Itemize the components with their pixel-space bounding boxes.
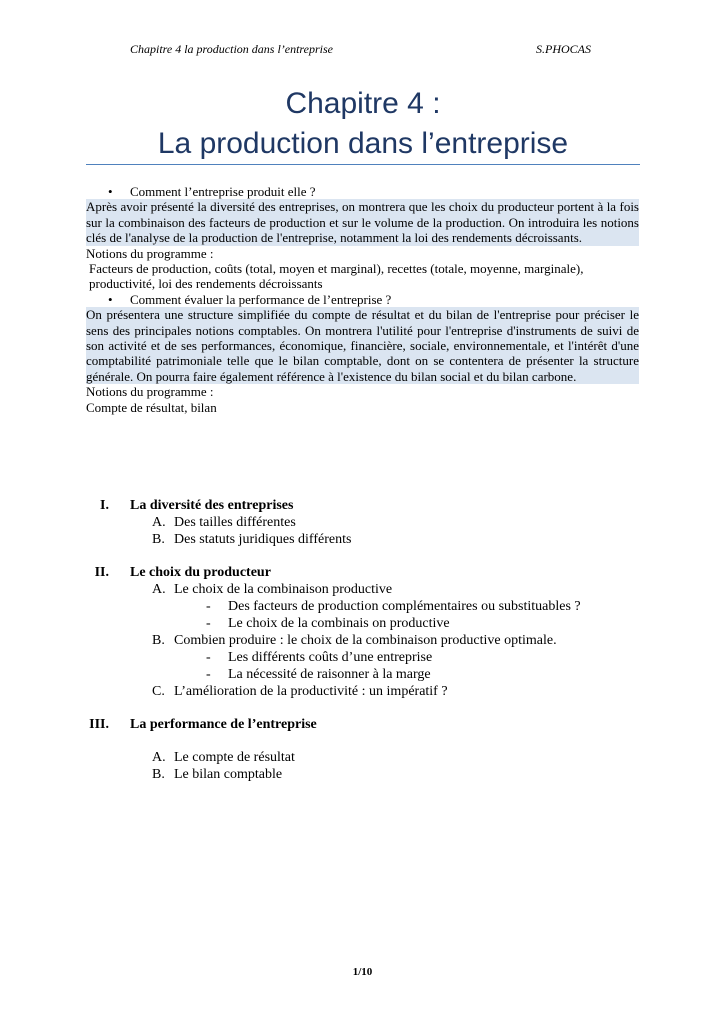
chapter-title bbox=[86, 84, 640, 164]
section-heading: III. La performance de l’entreprise bbox=[89, 717, 317, 732]
outline-item: B. Combien produire : le choix de la combinaison productive optimale. bbox=[152, 633, 557, 648]
section-heading: I. La diversité des entreprises bbox=[100, 498, 294, 513]
outline-item: A. Le choix de la combinaison productive bbox=[152, 582, 393, 597]
question-1 bbox=[86, 184, 639, 199]
outline-subitem: - Des facteurs de production complémentaires ou substituables ? bbox=[206, 599, 581, 614]
notions-list-1: Facteurs de production, coûts (total, moyen et marginal), recettes (totale, moyenne, marginale), productivité, loi des rendements décroissants bbox=[89, 261, 584, 292]
running-header-title: Chapitre 4 la production dans l’entreprise bbox=[130, 42, 333, 56]
question-2-text: On présentera une structure simplifiée du compte de résultat et du bilan de l'entreprise pour préciser le sens des principales notions comptables. On montrera l'utilité pour l'entreprise d'instruments de suivi de son activité et de ses performances, économique, financière, sociale, environnementale, et l'intérêt d'une comptabilité patrimoniale telle que le bilan comptable, dont on se contentera de présenter la structure générale. On pourra faire également référence à l'existence du bilan social et du bilan carbone. bbox=[86, 307, 639, 384]
question-1-text: Après avoir présenté la diversité des entreprises, on montrera que les choix du producteur portent à la fois sur la combinaison des facteurs de production et sur le volume de la production. On introduira les notions clés de l'analyse de la production de l'entreprise, notamment la loi des rendements décroissants. bbox=[86, 199, 639, 246]
chapter-title-line2: La production dans l’entreprise bbox=[157, 127, 569, 160]
outline-subitem: - Les différents coûts d’une entreprise bbox=[206, 650, 433, 665]
notions-list-2: Compte de résultat, bilan bbox=[86, 399, 217, 415]
chapter-outline bbox=[86, 498, 646, 784]
notions-label-1: Notions du programme : bbox=[86, 245, 214, 261]
outline-item: C. L’amélioration de la productivité : un impératif ? bbox=[152, 684, 448, 699]
outline-item: A. Le compte de résultat bbox=[152, 750, 295, 765]
bullet-icon: • bbox=[108, 184, 113, 199]
chapter-title-line1: Chapitre 4 : bbox=[285, 87, 441, 120]
section-heading: II. Le choix du producteur bbox=[94, 565, 271, 580]
chapter-introduction bbox=[86, 184, 639, 415]
outline-item: B. Des statuts juridiques différents bbox=[152, 532, 352, 547]
question-2 bbox=[86, 292, 639, 307]
outline-item: A. Des tailles différentes bbox=[152, 515, 296, 530]
notions-label-2: Notions du programme : bbox=[86, 384, 214, 400]
question-1-label: Comment l’entreprise produit elle ? bbox=[130, 184, 316, 199]
page-number: 1/10 bbox=[352, 966, 373, 978]
running-header-author: S.PHOCAS bbox=[536, 42, 591, 56]
outline-item: B. Le bilan comptable bbox=[152, 767, 283, 782]
title-divider bbox=[86, 164, 640, 165]
outline-subitem: - La nécessité de raisonner à la marge bbox=[206, 667, 431, 682]
question-2-label: Comment évaluer la performance de l’entreprise ? bbox=[130, 291, 392, 307]
outline-subitem: - Le choix de la combinais on productive bbox=[206, 616, 450, 631]
bullet-icon: • bbox=[108, 291, 113, 307]
